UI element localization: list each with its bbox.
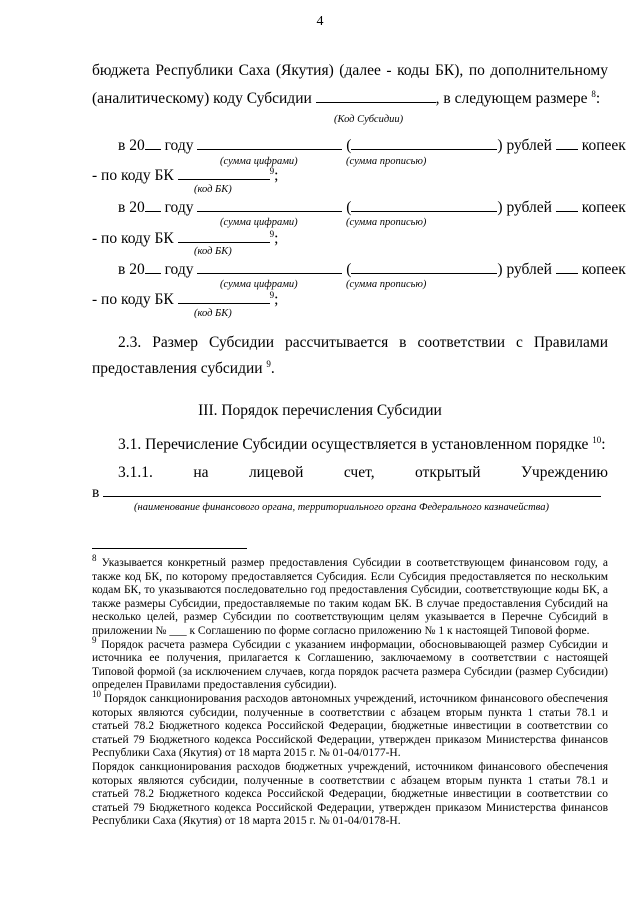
p311-v: в <box>92 484 100 501</box>
p311-line2 <box>92 483 601 502</box>
year-blank[interactable] <box>145 136 161 150</box>
sum-digits-blank[interactable] <box>197 136 342 150</box>
sub-sum-words: (сумма прописью) <box>346 156 427 167</box>
bk-end: ; <box>274 167 279 184</box>
footnote-ref-9[interactable]: 9 <box>269 228 275 239</box>
year-blank[interactable] <box>145 260 161 274</box>
word: открытый <box>415 464 481 481</box>
paren-open: ( <box>346 261 352 278</box>
bk-row-2 <box>92 229 278 248</box>
para1-line2-a: (аналитическому) коду Субсидии <box>92 90 312 107</box>
bk-blank[interactable] <box>178 229 270 243</box>
bk-label: - по коду БК <box>92 230 174 247</box>
footnote-mark: 10 <box>92 689 101 700</box>
page-number: 4 <box>316 14 324 29</box>
word: лицевой <box>248 464 304 481</box>
sub-bk: (код БК) <box>194 246 232 257</box>
p23-line1: 2.3. Размер Субсидии рассчитывается в соответствии с Правилами <box>118 334 608 351</box>
footnote-ref-9[interactable]: 9 <box>269 289 275 300</box>
kop-blank[interactable] <box>556 136 578 150</box>
year-suffix: году <box>160 199 194 216</box>
fin-organ-blank[interactable] <box>103 483 601 497</box>
footnote-mark: 8 <box>92 553 97 564</box>
footnote-10-cont <box>92 761 608 829</box>
year-suffix: году <box>160 261 194 278</box>
kop-blank[interactable] <box>556 198 578 212</box>
bk-blank[interactable] <box>178 290 270 304</box>
footnote-ref-8[interactable]: 8 <box>591 88 596 99</box>
bk-label: - по коду БК <box>92 167 174 184</box>
p23-line2-text: предоставления субсидии <box>92 360 263 377</box>
sum-words-blank[interactable] <box>351 198 497 212</box>
word: 3.1.1. <box>118 464 153 481</box>
bk-end: ; <box>274 230 279 247</box>
sub-sum-words: (сумма прописью) <box>346 279 427 290</box>
year-suffix: году <box>160 137 194 154</box>
kop-label: копеек <box>581 261 626 278</box>
sub-fin-organ: (наименование финансового органа, территориального органа Федерального казначейства) <box>134 502 549 513</box>
sub-kod-subsidii: (Код Субсидии) <box>334 114 404 125</box>
kop-label: копеек <box>581 199 626 216</box>
sum-words-blank[interactable] <box>351 260 497 274</box>
sub-sum-digits: (сумма цифрами) <box>220 279 298 290</box>
footnote-text: Указывается конкретный размер предоставления Субсидии в соответствующем финансовом году, а также код БК, по которому предоставляется Субсидия. Если Субсидия предоставляется по нескольким кодам БК, то указываются последовательно год предоставления Субсидии, соответствующие коды БК, а также размеры Субсидии, предоставляемые по таким кодам БК. В случае предоставления Субсидий на несколько целей, размер Субсидии по соответствующим целям указывается в Перечне Субсидий в приложении № ___ к Соглашению по форме согласно приложению № 1 к настоящей Типовой форме. <box>92 557 608 637</box>
word: на <box>193 464 209 481</box>
kop-label: копеек <box>581 137 626 154</box>
footnotes <box>92 553 608 829</box>
footnote-ref-9[interactable]: 9 <box>269 165 275 176</box>
paren-open: ( <box>346 199 352 216</box>
footnote-text: Порядок санкционирования расходов бюджетных учреждений, источником финансового обеспечения которых являются субсидии, полученные в соответствии с абзацем вторым пункта 1 статьи 78.1 и статьей 78.2 Бюджетного кодекса Российской Федерации, бюджетные инвестиции в соответствии со статьей 79 Бюджетного кодекса Российской Федерации, утвержден приказом Министерства финансов Республики Саха (Якутия) от 18 марта 2015 г. № 01-04/0178-Н. <box>92 760 608 828</box>
footnote-8 <box>92 553 608 639</box>
rub-label: ) рублей <box>497 199 552 216</box>
paren-open: ( <box>346 137 352 154</box>
word: Учреждению <box>520 464 608 481</box>
year-prefix: в 20 <box>118 261 145 278</box>
p31-text: 3.1. Перечисление Субсидии осуществляется в установленном порядке <box>118 436 589 453</box>
sub-sum-digits: (сумма цифрами) <box>220 217 298 228</box>
p23-line2 <box>92 360 275 378</box>
p311-line1 <box>118 464 608 482</box>
section-3-title: III. Порядок перечисления Субсидии <box>198 402 442 419</box>
para1-line1: бюджета Республики Саха (Якутия) (далее - коды БК), по дополнительному <box>92 62 608 79</box>
rub-label: ) рублей <box>497 137 552 154</box>
sub-sum-words: (сумма прописью) <box>346 217 427 228</box>
sum-digits-blank[interactable] <box>197 260 342 274</box>
word: счет, <box>343 464 375 481</box>
footnote-separator <box>92 548 247 549</box>
year-prefix: в 20 <box>118 137 145 154</box>
amount-row-2 <box>118 198 626 217</box>
footnote-mark: 9 <box>92 634 97 645</box>
para1-line2-end: : <box>595 90 601 107</box>
footnote-ref-9[interactable]: 9 <box>266 358 271 369</box>
footnote-10 <box>92 689 608 761</box>
bk-end: ; <box>274 291 279 308</box>
footnote-text: Порядок расчета размера Субсидии с указанием информации, обосновывающей размер Субсидии и источника ее получения, прилагается к Соглашению, заключаемому в соответствии с настоящей Типовой формой (за исключением случаев, когда порядок расчета размера Субсидии (размер Субсидии) определен Правилами предоставления субсидии). <box>92 638 608 692</box>
year-blank[interactable] <box>145 198 161 212</box>
footnote-ref-10[interactable]: 10 <box>592 434 602 445</box>
bk-blank[interactable] <box>178 166 270 180</box>
bk-label: - по коду БК <box>92 291 174 308</box>
sub-bk: (код БК) <box>194 184 232 195</box>
bk-row-3 <box>92 290 278 309</box>
amount-row-3 <box>118 260 626 279</box>
para1-line2 <box>92 89 600 108</box>
sum-words-blank[interactable] <box>351 136 497 150</box>
p31-end: : <box>601 436 606 453</box>
sub-sum-digits: (сумма цифрами) <box>220 156 298 167</box>
amount-row-1 <box>118 136 626 155</box>
sub-bk: (код БК) <box>194 308 232 319</box>
kod-subsidii-blank[interactable] <box>316 89 436 103</box>
footnote-9 <box>92 634 608 693</box>
para1-line2-b: , в следующем размере <box>435 90 588 107</box>
p31 <box>118 436 606 454</box>
p23-end: . <box>270 360 275 377</box>
bk-row-1 <box>92 166 278 185</box>
sum-digits-blank[interactable] <box>197 198 342 212</box>
kop-blank[interactable] <box>556 260 578 274</box>
footnote-text: Порядок санкционирования расходов автономных учреждений, источником финансового обеспечения которых являются субсидии, полученные в соответствии с абзацем вторым пункта 1 статьи 78.1 и статьей 78.2 Бюджетного кодекса Российской Федерации, бюджетные инвестиции в соответствии со статьей 79 Бюджетного кодекса Российской Федерации, утвержден приказом Министерства финансов Республики Саха (Якутия) от 18 марта 2015 г. № 01-04/0177-Н. <box>92 692 608 760</box>
year-prefix: в 20 <box>118 199 145 216</box>
rub-label: ) рублей <box>497 261 552 278</box>
